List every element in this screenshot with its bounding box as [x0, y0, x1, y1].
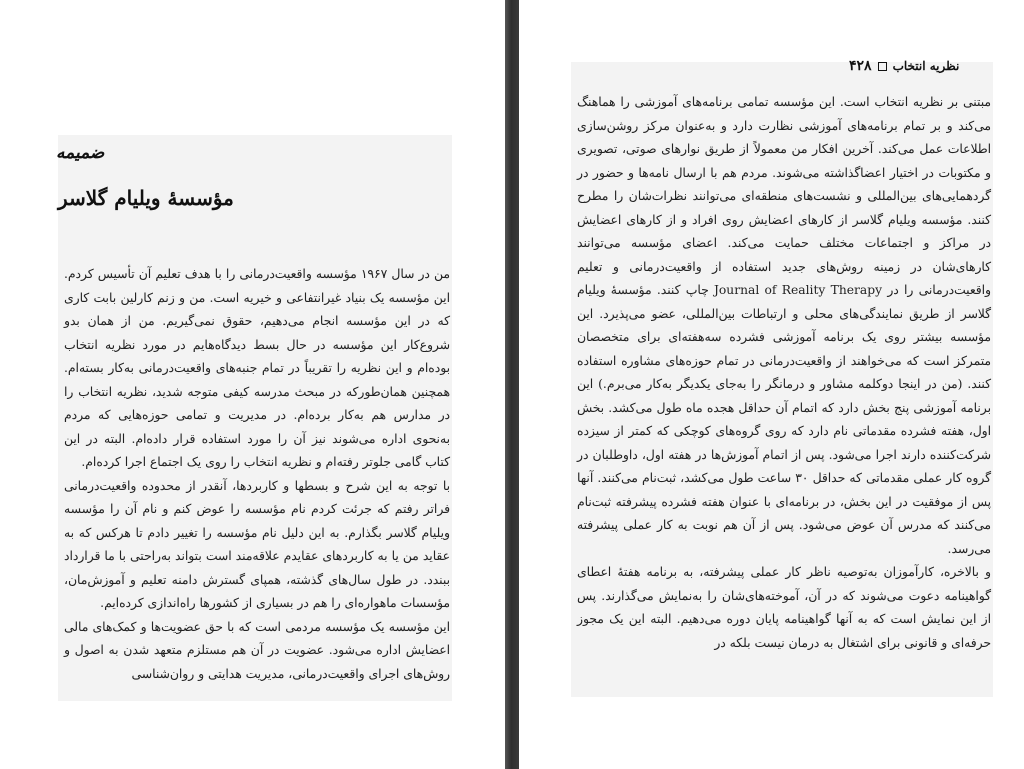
running-head: [849, 58, 959, 74]
right-page: [519, 0, 1024, 769]
paragraph: این مؤسسه یک مؤسسه مردمی است که با حق عضویت‌ها و کمک‌های مالی اعضایش اداره می‌شود. عضویت در آن هم مستلزم متعهد شدن به اصول و روش‌های اجرای واقعیت‌درمانی، مدیریت هدایتی و روان‌شناسی: [64, 619, 450, 681]
left-page-body: [64, 263, 450, 686]
square-separator-icon: [878, 62, 887, 71]
right-page-body: [577, 91, 991, 655]
page-number: ۴۲۸: [849, 58, 872, 74]
chapter-title: مؤسسهٔ ویلیام گلاسر: [58, 186, 234, 210]
paragraph: من در سال ۱۹۶۷ مؤسسه واقعیت‌درمانی را با هدف تعلیم آن تأسیس کردم. این مؤسسه یک بنیاد غیرانتفاعی و خیریه است. من و زنم کارلین بابت کاری که در این مؤسسه انجام می‌دهیم، حقوق نمی‌گیریم. من از همان بدو شروع‌کار این مؤسسه در حال بسط دیدگاه‌هایم در مورد نظریه انتخاب بوده‌ام و این نظریه را تقریباً در تمام جنبه‌های واقعیت‌درمانی به‌کار بسته‌ام. همچنین همان‌طورکه در مبحث مدرسه کیفی متوجه شدید، نظریه انتخاب را در مدارس هم به‌کار برده‌ام. در مدیریت و تمامی حوزه‌هایی که مردم به‌نحوی اداره می‌شوند نیز آن را مورد استفاده قرار داده‌ام. البته در این کتاب گامی جلوتر رفته‌ام و نظریه انتخاب را روی یک اجتماع اجرا کرده‌ام.: [64, 267, 450, 469]
book-gutter: [505, 0, 519, 769]
paragraph: مبتنی بر نظریه انتخاب است. این مؤسسه تمامی برنامه‌های آموزشی را هماهنگ می‌کند و بر تمام برنامه‌های آموزشی نظارت دارد و به‌عنوان مرکز روشن‌سازی اطلاعات عمل می‌کند. آخرین افکار من معمولاً از طریق نوارهای صوتی، تصویری و مکتوبات در اختیار اعضاگذاشته می‌شوند. مردم هم با ارسال نامه‌ها و حضور در گردهمایی‌های بین‌المللی و نشست‌های منطقه‌ای می‌توانند نظرات‌شان را مطرح کنند. مؤسسه ویلیام گلاسر از کارهای اعضایش روی افراد و از کارهای اعضایش در مراکز و اجتماعات مختلف حمایت می‌کند. اعضای مؤسسه می‌توانند کارهای‌شان در زمینه روش‌های جدید استفاده از واقعیت‌درمانی و تعلیم واقعیت‌درمانی را در Journal of Reality Therapy چاپ کنند. مؤسسهٔ ویلیام گلاسر از طریق نمایندگی‌های محلی و ارتباطات بین‌المللی، عضو می‌پذیرد. این مؤسسه بیشتر روی یک برنامه آموزشی فشرده سه‌هفته‌ای برای متخصصان متمرکز است که می‌خواهند از واقعیت‌درمانی در تمام حوزه‌های مشاوره استفاده کنند. (من در اینجا دوکلمه مشاور و درمانگر را به‌جای یکدیگر به‌کار می‌برم.) این برنامه آموزشی پنج بخش دارد که اتمام آن حداقل هجده ماه طول می‌کشد. بخش اول، هفته فشرده مقدماتی نام دارد که روی گروه‌های کوچکی که کمتر از سیزده شرکت‌کننده دارند اجرا می‌شود. پس از اتمام آموزش‌ها در هفته اول، داوطلبان در گروه کار عملی مقدماتی که حداقل ۳۰ ساعت طول می‌کشد، ثبت‌نام می‌کنند. آنها پس از موفقیت در این بخش، در برنامه‌ای با عنوان هفته فشرده پیشرفته ثبت‌نام می‌کنند که مدرس آن عوض می‌شود. پس از آن هم نوبت به کار عملی پیشرفته می‌رسد.: [577, 95, 991, 556]
running-head-title: نظریه انتخاب: [892, 59, 960, 73]
left-page: [0, 0, 505, 769]
paragraph: با توجه به این شرح و بسطها و کاربردها، آنقدر از محدوده واقعیت‌درمانی فراتر رفتم که جرئت کردم نام مؤسسه را عوض کنم و نام آن را مؤسسه ویلیام گلاسر بگذارم. به این دلیل نام مؤسسه را تغییر دادم تا هرکس که به عقاید من یا به کاربردهای عقایدم علاقه‌مند است بتواند به‌راحتی با ما قرارداد ببندد. در طول سال‌های گذشته، همپای گسترش دامنه تعلیم و آموزش‌مان، مؤسسات ماهواره‌ای را هم در بسیاری از کشورها راه‌اندازی کرده‌ایم.: [64, 478, 450, 610]
paragraph: و بالاخره، کارآموزان به‌توصیه ناظر کار عملی پیشرفته، به برنامه هفتهٔ اعطای گواهینامه دعوت می‌شوند که در آن، آموخته‌های‌شان را به‌نمایش می‌گذارند. پس از این نمایش است که به آنها گواهینامه پایان دوره می‌دهیم. البته این یک مجوز حرفه‌ای و قانونی برای اشتغال به درمان نیست بلکه در: [577, 565, 991, 650]
annex-label: ضمیمه: [56, 143, 105, 163]
